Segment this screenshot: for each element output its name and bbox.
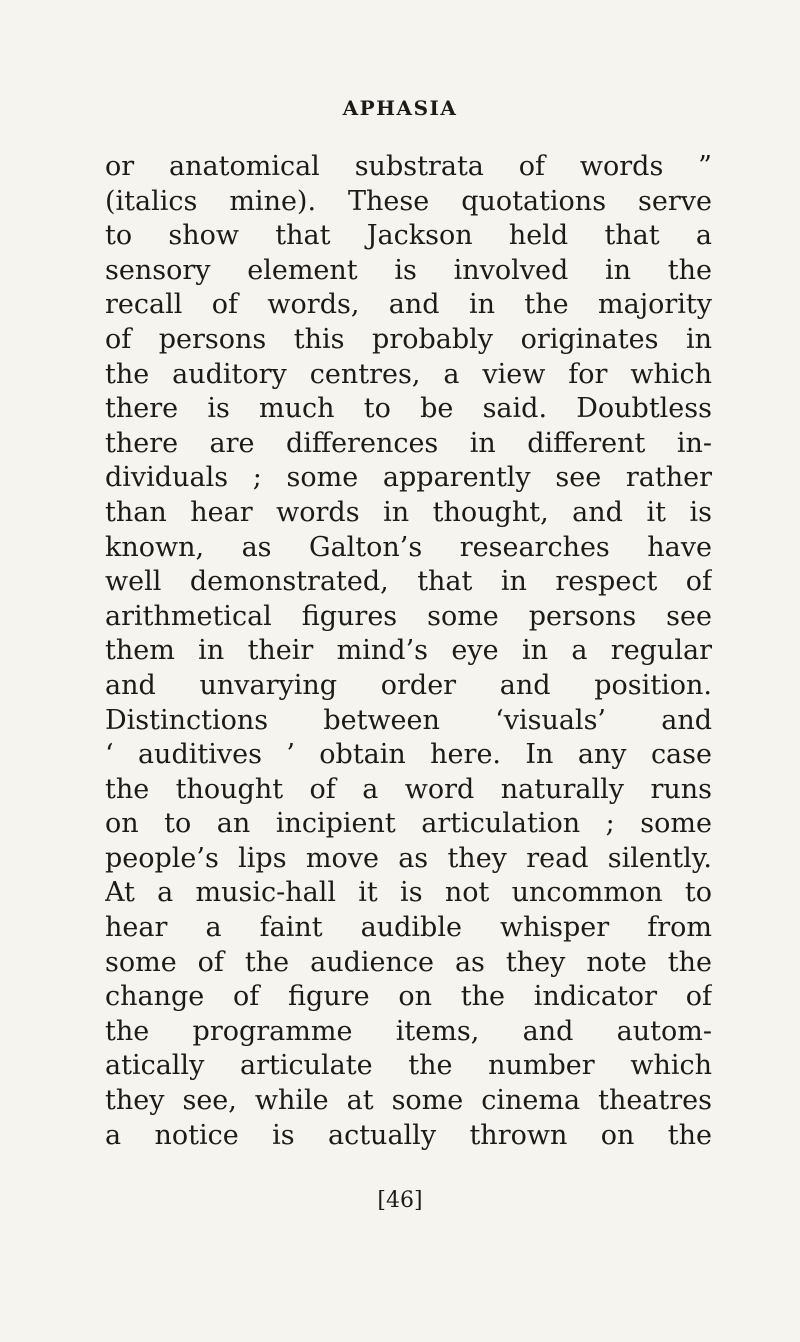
text-line: hear a faint audible whisper from (105, 912, 712, 944)
text-line: and unvarying order and position. (105, 669, 712, 701)
text-line: of persons this probably originates in (105, 323, 712, 355)
text-line: people’s lips move as they read silently. (105, 842, 712, 874)
text-line: well demonstrated, that in respect of (105, 566, 712, 598)
text-line: atically articulate the number which (105, 1050, 712, 1082)
text-line: or anatomical substrata of words ” (105, 151, 712, 182)
running-header: APHASIA (342, 96, 458, 120)
body-text (105, 150, 712, 1153)
text-line: some of the audience as they note the (105, 946, 712, 978)
page-number: [46] (377, 1188, 423, 1213)
text-line: the programme items, and autom- (105, 1015, 712, 1047)
text-line: known, as Galton’s researches have (105, 531, 712, 563)
text-line: Distinctions between ‘visuals’ and (105, 704, 712, 736)
text-line: on to an incipient articulation ; some (105, 808, 712, 840)
text-line: At a music-hall it is not uncommon to (105, 877, 712, 909)
text-line: change of figure on the indicator of (105, 981, 712, 1013)
text-line: them in their mind’s eye in a regular (105, 635, 712, 667)
text-line: ‘ auditives ’ obtain here. In any case (105, 739, 712, 771)
text-line: than hear words in thought, and it is (105, 496, 712, 528)
text-line: they see, while at some cinema theatres (105, 1085, 712, 1117)
text-line: (italics mine). These quotations serve (105, 185, 712, 217)
text-line: there are differences in different in- (105, 427, 712, 459)
text-line: the auditory centres, a view for which (105, 358, 712, 390)
text-line: a notice is actually thrown on the (105, 1119, 712, 1151)
text-line: dividuals ; some apparently see rather (105, 462, 712, 494)
text-line: arithmetical figures some persons see (105, 600, 712, 632)
text-line: the thought of a word naturally runs (105, 773, 712, 805)
text-line: sensory element is involved in the (105, 254, 712, 286)
text-line: there is much to be said. Doubtless (105, 393, 712, 425)
text-line: recall of words, and in the majority (105, 289, 712, 321)
text-line: to show that Jackson held that a (105, 220, 712, 252)
